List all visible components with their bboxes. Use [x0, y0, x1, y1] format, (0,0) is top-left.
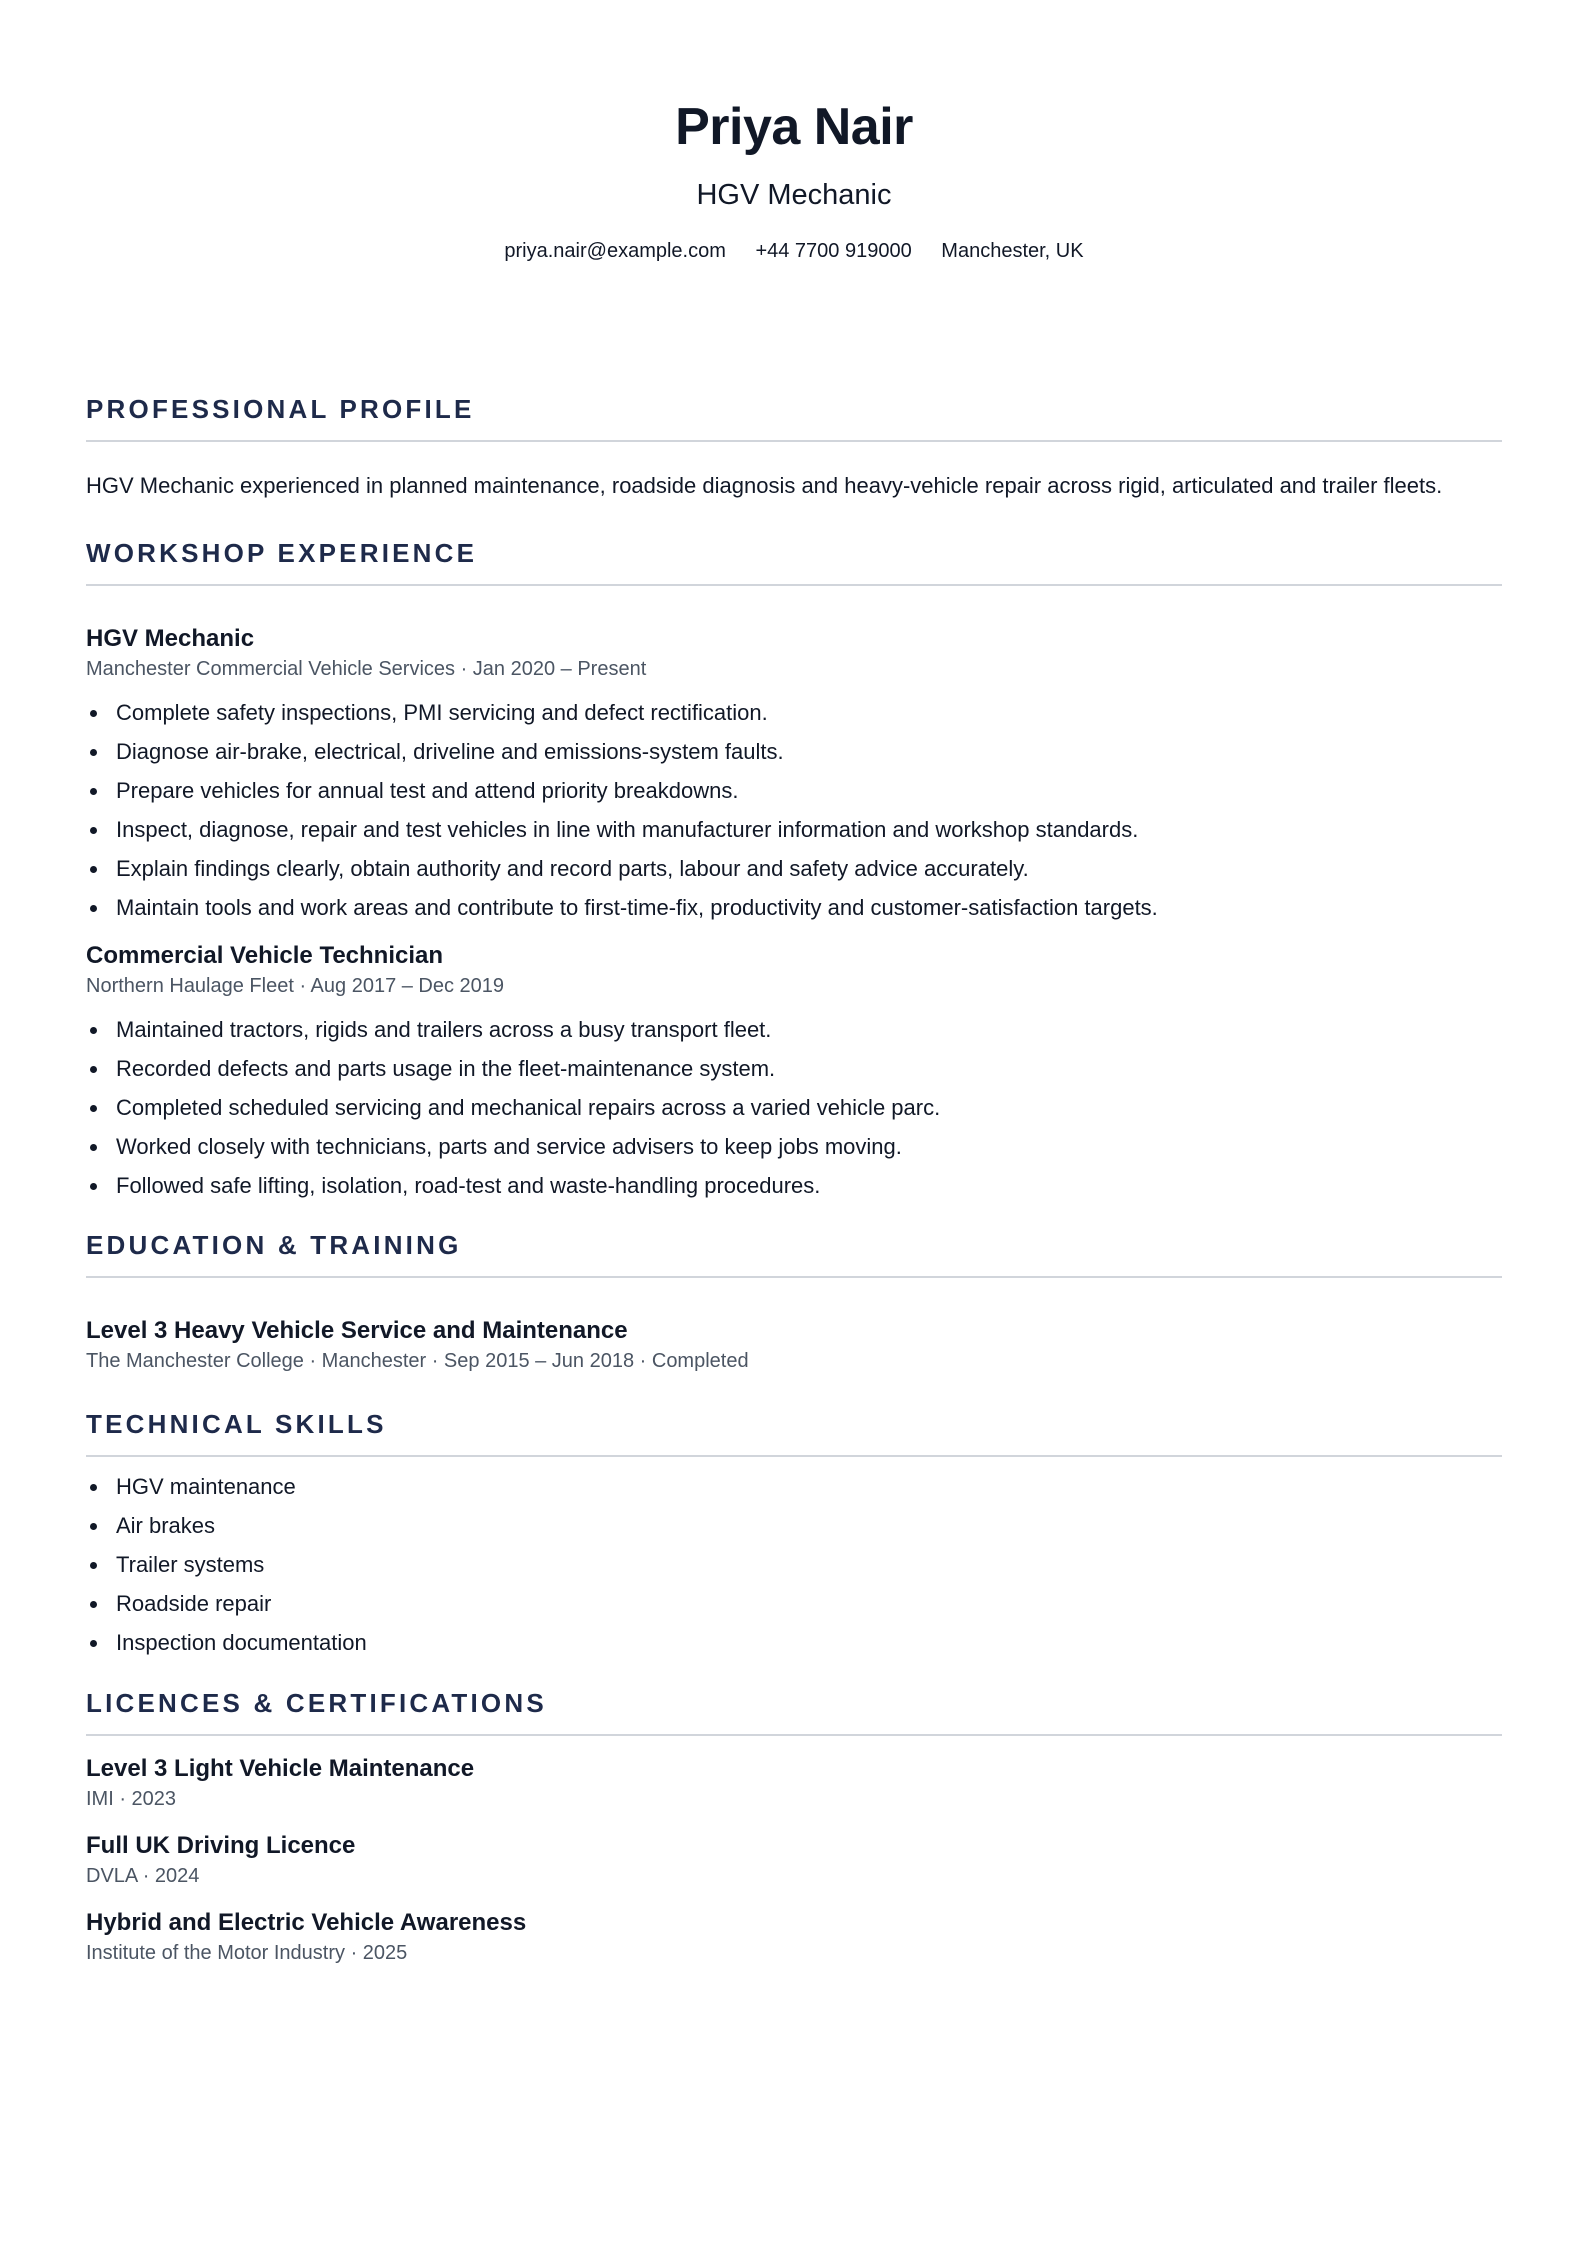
- job-bullets: [86, 699, 1502, 921]
- job-bullet: Diagnose air-brake, electrical, driveline and emissions-system faults.: [116, 738, 1502, 765]
- job-bullet: Worked closely with technicians, parts and service advisers to keep jobs moving.: [116, 1133, 1502, 1160]
- education-entry: [86, 1316, 1502, 1375]
- profile-section: [86, 392, 1502, 502]
- job-bullet: Completed scheduled servicing and mechanical repairs across a varied vehicle parc.: [116, 1094, 1502, 1121]
- job-bullet: Maintained tractors, rigids and trailers across a busy transport fleet.: [116, 1016, 1502, 1043]
- experience-section: [86, 536, 1502, 1199]
- job-bullet: Followed safe lifting, isolation, road-test and waste-handling procedures.: [116, 1172, 1502, 1199]
- resume-header: [86, 0, 1502, 264]
- candidate-name: Priya Nair: [675, 98, 913, 156]
- section-title-licences: LICENCES & CERTIFICATIONS: [86, 1686, 1502, 1736]
- section-title-skills: TECHNICAL SKILLS: [86, 1407, 1502, 1457]
- skill-item: Inspection documentation: [116, 1629, 1502, 1656]
- licence-meta: Institute of the Motor Industry · 2025: [86, 1942, 408, 1964]
- licence-entry: [86, 1831, 1502, 1890]
- skills-section: [86, 1407, 1502, 1656]
- job-bullet: Prepare vehicles for annual test and attend priority breakdowns.: [116, 777, 1502, 804]
- education-name: Level 3 Heavy Vehicle Service and Maintenance: [86, 1317, 628, 1344]
- contact-location: Manchester, UK: [941, 240, 1084, 262]
- licences-section: [86, 1686, 1502, 1967]
- skill-item: HGV maintenance: [116, 1473, 1502, 1500]
- job-bullets: [86, 1016, 1502, 1199]
- job-meta: Northern Haulage Fleet · Aug 2017 – Dec 2019: [86, 975, 505, 997]
- licence-meta: DVLA · 2024: [86, 1865, 200, 1887]
- contact-phone: +44 7700 919000: [755, 240, 912, 262]
- job-bullet: Maintain tools and work areas and contribute to first-time-fix, productivity and customer-satisfaction targets.: [116, 894, 1502, 921]
- licence-name: Hybrid and Electric Vehicle Awareness: [86, 1909, 527, 1936]
- job-bullet: Explain findings clearly, obtain authority and record parts, labour and safety advice accurately.: [116, 855, 1502, 882]
- job-bullet: Complete safety inspections, PMI servicing and defect rectification.: [116, 699, 1502, 726]
- licence-meta: IMI · 2023: [86, 1788, 177, 1810]
- job-bullet: Recorded defects and parts usage in the fleet-maintenance system.: [116, 1055, 1502, 1082]
- licence-name: Level 3 Light Vehicle Maintenance: [86, 1755, 475, 1782]
- licence-name: Full UK Driving Licence: [86, 1832, 356, 1859]
- skill-item: Roadside repair: [116, 1590, 1502, 1617]
- skill-item: Trailer systems: [116, 1551, 1502, 1578]
- licence-entry: [86, 1754, 1502, 1813]
- section-title-experience: WORKSHOP EXPERIENCE: [86, 536, 1502, 586]
- candidate-headline: HGV Mechanic: [696, 179, 892, 211]
- job-entry: [86, 624, 1502, 921]
- section-title-education: EDUCATION & TRAINING: [86, 1228, 1502, 1278]
- job-bullet: Inspect, diagnose, repair and test vehicles in line with manufacturer information and workshop standards.: [116, 816, 1502, 843]
- education-meta: The Manchester College · Manchester · Sep 2015 – Jun 2018 · Completed: [86, 1350, 749, 1372]
- education-section: [86, 1228, 1502, 1375]
- skill-item: Air brakes: [116, 1512, 1502, 1539]
- job-meta: Manchester Commercial Vehicle Services · Jan 2020 – Present: [86, 658, 647, 680]
- job-title: HGV Mechanic: [86, 625, 255, 652]
- job-title: Commercial Vehicle Technician: [86, 942, 444, 969]
- licence-entry: [86, 1908, 1502, 1967]
- section-title-profile: PROFESSIONAL PROFILE: [86, 392, 1502, 442]
- contact-line: [86, 238, 1502, 264]
- skills-list: [86, 1473, 1502, 1656]
- job-entry: [86, 941, 1502, 1199]
- profile-summary: HGV Mechanic experienced in planned maintenance, roadside diagnosis and heavy-vehicle repair across rigid, articulated and trailer fleets.: [86, 473, 1443, 498]
- contact-email: priya.nair@example.com: [504, 240, 726, 262]
